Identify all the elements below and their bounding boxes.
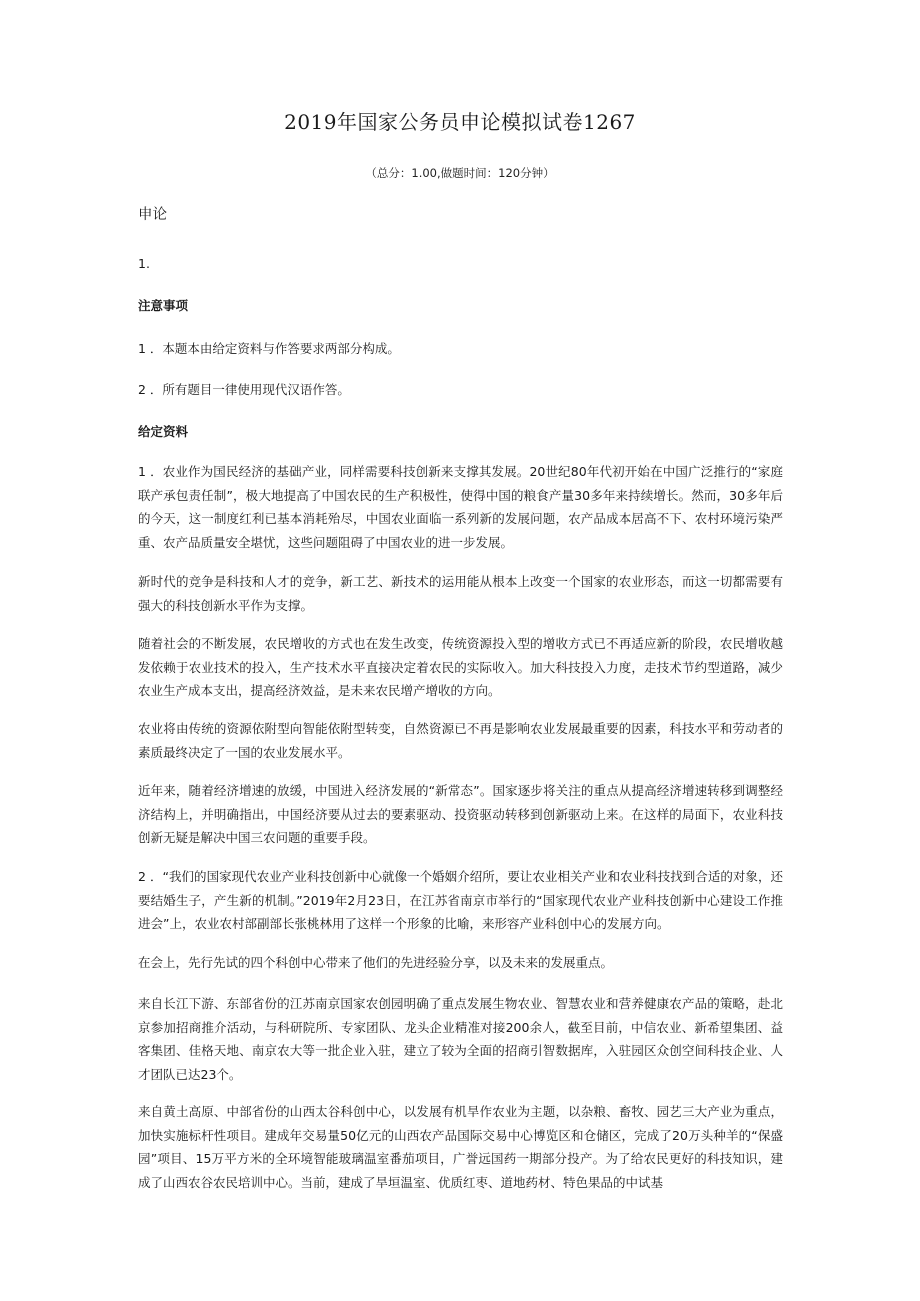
notice-heading: 注意事项 bbox=[138, 298, 189, 313]
materials-heading: 给定资料 bbox=[138, 424, 189, 439]
document-title: 2019年国家公务员申论模拟试卷1267 bbox=[284, 110, 636, 134]
material-paragraph: 随着社会的不断发展，农民增收的方式也在发生改变，传统资源投入型的增收方式已不再适应新的阶段，农民增收越发依赖于农业技术的投入，生产技术水平直接决定着农民的实际收入。加大科技投入力度，走技术节约型道路，减少农业生产成本支出，提高经济效益，是未来农民增产增收的方向。 bbox=[138, 636, 783, 698]
notice-item: 2 ．所有题目一律使用现代汉语作答。 bbox=[138, 382, 350, 397]
notice-item: 1 ．本题本由给定资料与作答要求两部分构成。 bbox=[138, 341, 400, 356]
section-heading: 申论 bbox=[138, 207, 167, 223]
material-paragraph: 在会上，先行先试的四个科创中心带来了他们的先进经验分享，以及未来的发展重点。 bbox=[138, 955, 614, 970]
material-paragraph: 来自长江下游、东部省份的江苏南京国家农创园明确了重点发展生物农业、智慧农业和营养健康农产品的策略，赴北京参加招商推介活动，与科研院所、专家团队、龙头企业精准对接200余人，截至目前，中信农业、新希望集团、益客集团、佳格天地、南京农大等一批企业入驻，建立了较为全面的招商引智数据库，入驻园区众创空间科技企业、人才团队已达23个。 bbox=[138, 996, 783, 1082]
question-number: 1. bbox=[138, 256, 150, 271]
material-paragraph: 农业将由传统的资源依附型向智能依附型转变，自然资源已不再是影响农业发展最重要的因素，科技水平和劳动者的素质最终决定了一国的农业发展水平。 bbox=[138, 721, 783, 760]
document-subtitle: （总分：1.00,做题时间：120分钟） bbox=[365, 166, 555, 180]
material-paragraph: 2 ．“我们的国家现代农业产业科技创新中心就像一个婚姻介绍所，要让农业相关产业和农业科技找到合适的对象，还要结婚生子，产生新的机制。”2019年2月23日，在江苏省南京市举行的“国家现代农业产业科技创新中心建设工作推进会”上，农业农村部副部长张桃林用了这样一个形象的比喻，来形容产业科创中心的发展方向。 bbox=[138, 869, 783, 931]
material-paragraph: 新时代的竞争是科技和人才的竞争，新工艺、新技术的运用能从根本上改变一个国家的农业形态，而这一切都需要有强大的科技创新水平作为支撑。 bbox=[138, 574, 783, 613]
material-paragraph: 近年来，随着经济增速的放缓，中国进入经济发展的“新常态”。国家逐步将关注的重点从提高经济增速转移到调整经济结构上，并明确指出，中国经济要从过去的要素驱动、投资驱动转移到创新驱动上来。在这样的局面下，农业科技创新无疑是解决中国三农问题的重要手段。 bbox=[138, 783, 783, 845]
material-paragraph: 来自黄土高原、中部省份的山西太谷科创中心，以发展有机旱作农业为主题，以杂粮、畜牧、园艺三大产业为重点，加快实施标杆性项目。建成年交易量50亿元的山西农产品国际交易中心博览区和仓储区，完成了20万头种羊的“保盛园”项目、15万平方米的全环境智能玻璃温室番茄项目，广誉远国药一期部分投产。为了给农民更好的科技知识，建成了山西农谷农民培训中心。当前，建成了旱垣温室、优质红枣、道地药材、特色果品的中试基 bbox=[138, 1104, 783, 1190]
material-paragraph: 1 ．农业作为国民经济的基础产业，同样需要科技创新来支撑其发展。20世纪80年代初开始在中国广泛推行的“家庭联产承包责任制”，极大地提高了中国农民的生产积极性，使得中国的粮食产量30多年来持续增长。然而，30多年后的今天，这一制度红利已基本消耗殆尽，中国农业面临一系列新的发展问题，农产品成本居高不下、农村环境污染严重、农产品质量安全堪忧，这些问题阻碍了中国农业的进一步发展。 bbox=[138, 464, 783, 550]
